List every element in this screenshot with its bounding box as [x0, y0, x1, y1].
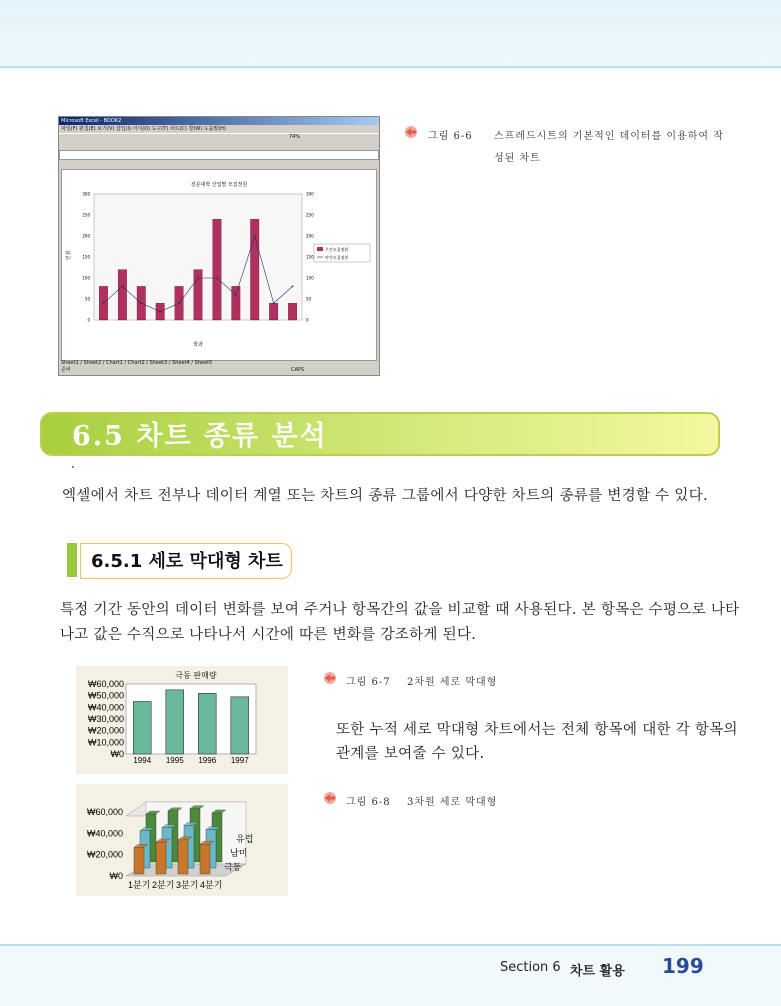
- chart-title: 전문대학 산업별 모집정원: [190, 182, 248, 188]
- y-tick-label: ₩50,000: [87, 690, 124, 701]
- line-point: [159, 311, 161, 313]
- line-point: [292, 286, 294, 288]
- bar: [166, 690, 184, 754]
- y-tick-label: ₩0: [109, 871, 123, 881]
- excel-sheet-tabs: Sheet1 / Sheet2 / Chart1 / Chart2 / Sheet3 / Sheet4 / Sheet5: [61, 360, 213, 366]
- x-tick-label: 3분기: [176, 880, 199, 890]
- line-point: [121, 286, 123, 288]
- y-tick-label: ₩60,000: [86, 807, 123, 817]
- y-tick-label: ₩0: [110, 749, 124, 759]
- excel-screenshot: [58, 116, 380, 376]
- series-label: 극동: [224, 862, 242, 872]
- chart-1: [62, 170, 376, 360]
- intro-paragraph: 엑셀에서 차트 전부나 데이터 계열 또는 차트의 종류 그룹에서 다양한 차트의 종류를 변경할 수 있다.: [62, 488, 708, 504]
- excel-chart-sheet: [61, 169, 377, 361]
- excel-toolbar: [59, 133, 379, 142]
- description-line2: 나고 값은 수직으로 나타나서 시간에 따른 변화를 강조하게 된다.: [60, 627, 477, 643]
- y2-tick-label: 100: [306, 275, 314, 281]
- y-tick-label: ₩20,000: [86, 849, 123, 860]
- x-tick-label: 2분기: [152, 880, 175, 890]
- y-tick-label: 200: [82, 233, 90, 239]
- bar: [198, 693, 216, 754]
- excel-menu-bar: 파일(F) 편집(E) 보기(V) 삽입(I) 서식(O) 도구(T) 차트(C) 창(W) 도움말(H): [61, 126, 226, 132]
- page-number: 199: [662, 954, 704, 978]
- series-label: 남미: [230, 848, 248, 858]
- series-label: 유럽: [236, 834, 254, 844]
- bar: [200, 844, 210, 874]
- figure-6-7-text: 2차원 세로 막대형: [407, 677, 498, 688]
- chart-2: [76, 666, 288, 774]
- chart-3d-box: [76, 784, 288, 896]
- line-point: [103, 302, 105, 304]
- stacked-note-line1: 또한 누적 세로 막대형 차트에서는 전체 항목에 대한 각 항목의: [336, 722, 738, 738]
- arrow-left-icon: [403, 126, 419, 138]
- excel-format-toolbar: [59, 142, 379, 150]
- bar: [250, 219, 259, 320]
- y-tick-label: ₩20,000: [87, 725, 124, 736]
- y2-tick-label: 50: [306, 296, 312, 302]
- legend-label: 야간모집정원: [325, 255, 349, 260]
- y2-tick-label: 250: [306, 212, 314, 218]
- figure-6-8-label: 그림 6-8: [346, 797, 391, 808]
- x-tick-label: 1분기: [128, 880, 151, 890]
- chart-3: [76, 784, 288, 896]
- y-tick-label: 0: [87, 317, 90, 323]
- subsection-title: 6.5.1 세로 막대형 차트: [91, 551, 283, 572]
- y-tick-label: ₩40,000: [86, 828, 123, 839]
- top-divider: [0, 66, 781, 68]
- caps-indicator: CAPS: [291, 367, 305, 373]
- bar: [134, 847, 144, 874]
- bar: [178, 840, 188, 874]
- chart-title: 극동 판매량: [175, 671, 217, 680]
- excel-status-bar: [61, 367, 375, 374]
- excel-formula-bar: [59, 150, 379, 160]
- x-tick-label: 4분기: [200, 880, 223, 890]
- bar: [213, 219, 222, 320]
- status-text: 준비: [61, 367, 71, 373]
- y-tick-label: 300: [82, 191, 90, 197]
- y-tick-label: 100: [82, 275, 90, 281]
- y-tick-label: 150: [82, 254, 90, 260]
- x-tick-label: 1994: [133, 756, 152, 765]
- legend-swatch: [317, 247, 323, 251]
- figure-6-6-label: 그림 6-6: [428, 131, 473, 142]
- x-axis-label: 학과: [193, 342, 203, 348]
- description-line1: 특정 기간 동안의 데이터 변화를 보여 주거나 항목간의 값을 비교할 때 사용된다. 본 항목은 수평으로 나타: [60, 602, 740, 618]
- bar: [133, 702, 151, 755]
- top-band: [0, 0, 781, 70]
- line-point: [197, 277, 199, 279]
- y-tick-label: 50: [84, 296, 90, 302]
- chart-2d-box: [76, 666, 288, 774]
- figure-6-6-line2: 성된 차트: [494, 153, 541, 164]
- line-point: [178, 302, 180, 304]
- legend-label: 주간모집정원: [325, 247, 349, 252]
- stacked-note-line2: 관계를 보여줄 수 있다.: [336, 746, 485, 762]
- excel-title-bar: Microsoft Excel - BOOK2: [59, 117, 379, 125]
- arrow-left-icon: [322, 672, 338, 684]
- bar: [288, 303, 297, 320]
- excel-zoom: 74%: [289, 134, 301, 140]
- bar: [156, 842, 166, 874]
- line-point: [216, 277, 218, 279]
- x-tick-label: 1996: [198, 756, 217, 765]
- footer-section: Section 6: [500, 960, 561, 975]
- bar: [269, 303, 278, 320]
- arrow-left-icon: [322, 792, 338, 804]
- x-tick-label: 1997: [230, 756, 249, 765]
- bar: [231, 697, 249, 754]
- bar: [118, 270, 127, 320]
- y-axis-label: 인원: [66, 250, 72, 260]
- line-point: [273, 302, 275, 304]
- y-tick-label: ₩40,000: [87, 702, 124, 713]
- line-point: [254, 235, 256, 237]
- y-tick-label: ₩30,000: [87, 714, 124, 724]
- y2-tick-label: 0: [306, 317, 309, 323]
- y-tick-label: 250: [82, 212, 90, 218]
- footer-title: 차트 활용: [570, 964, 625, 979]
- x-tick-label: 1995: [165, 756, 184, 765]
- figure-6-6-line1: 스프레드시트의 기본적인 데이터를 이용하여 작: [494, 131, 724, 142]
- y2-tick-label: 300: [306, 191, 314, 197]
- bar: [232, 286, 241, 320]
- y2-tick-label: 150: [306, 254, 314, 260]
- y-tick-label: ₩60,000: [87, 679, 124, 689]
- line-point: [235, 294, 237, 296]
- bullet-dot: [72, 466, 74, 468]
- y-tick-label: ₩10,000: [87, 737, 124, 748]
- line-point: [140, 302, 142, 304]
- section-title: 6.5 차트 종류 분석: [72, 421, 328, 452]
- subsection-accent: [67, 543, 77, 577]
- figure-6-8-text: 3차원 세로 막대형: [407, 797, 498, 808]
- figure-6-7-label: 그림 6-7: [346, 677, 391, 688]
- y2-tick-label: 200: [306, 233, 314, 239]
